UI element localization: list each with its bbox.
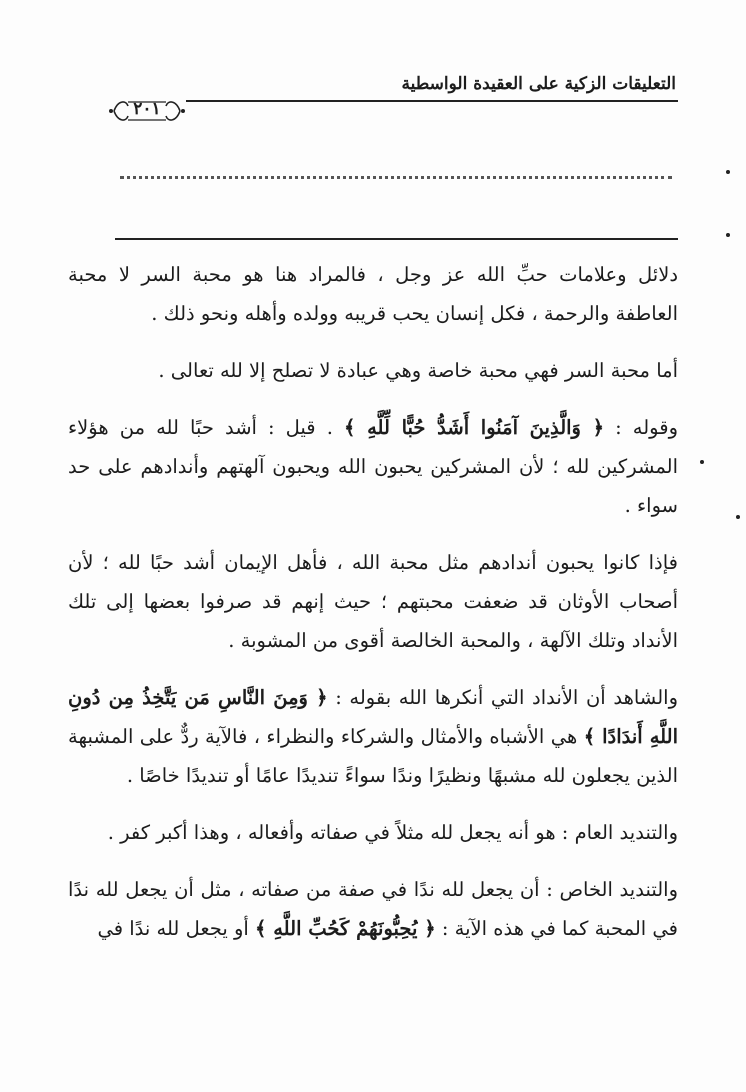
margin-mark xyxy=(700,460,704,464)
paragraph xyxy=(68,351,678,390)
body-text xyxy=(68,255,678,966)
quran-verse: ﴿ يُحِبُّونَهُمْ كَحُبِّ اللَّهِ ﴾ xyxy=(255,917,436,940)
paragraph-text: والتنديد الخاص : أن يجعل لله ندًا في صفة من صفاته ، مثل أن يجعل لله ندًا في المحبة كما في هذه الآية : xyxy=(68,878,678,940)
paragraph xyxy=(68,678,678,795)
dotted-separator xyxy=(120,176,672,179)
page-number-ornament xyxy=(108,96,186,126)
margin-mark xyxy=(736,515,740,519)
header-rule xyxy=(112,100,678,102)
paragraph-text: أما محبة السر فهي محبة خاصة وهي عبادة لا تصلح إلا لله تعالى . xyxy=(158,359,678,382)
paragraph-text: أو يجعل لله ندًا في xyxy=(97,917,255,940)
quran-verse: ﴿ وَالَّذِينَ آمَنُوا أَشَدُّ حُبًّا لِّلَّهِ ﴾ xyxy=(343,416,605,439)
margin-mark xyxy=(726,170,730,174)
paragraph-text: دلائل وعلامات حبِّ الله عز وجل ، فالمراد هنا هو محبة السر لا محبة العاطفة والرحمة ، فكل إنسان يحب قريبه وولده وأهله ونحو ذلك . xyxy=(68,263,678,325)
paragraph-text: . قيل : أشد حبًا لله من هؤلاء المشركين لله ؛ لأن المشركين يحبون الله ويحبون آلهتهم وأندادهم على حد سواء . xyxy=(68,416,678,517)
section-rule xyxy=(115,238,678,240)
running-header-title: التعليقات الزكية على العقيدة الواسطية xyxy=(401,74,676,94)
paragraph xyxy=(68,543,678,660)
paragraph-text: والشاهد أن الأنداد التي أنكرها الله بقوله : xyxy=(327,686,678,709)
paragraph xyxy=(68,870,678,948)
paragraph-text: هي الأشباه والأمثال والشركاء والنظراء ، فالآية ردٌّ على المشبهة الذين يجعلون لله مشبهًا ونظيرًا وندًا سواءً تنديدًا عامًا أو تنديدًا خاصًا . xyxy=(68,725,678,787)
paragraph-text: والتنديد العام : هو أنه يجعل لله مثلاً في صفاته وأفعاله ، وهذا أكبر كفر . xyxy=(107,821,678,844)
paragraph xyxy=(68,408,678,525)
margin-mark xyxy=(726,233,730,237)
quran-verse: ﴿ وَمِنَ النَّاسِ مَن يَتَّخِذُ مِن دُونِ اللَّهِ أَندَادًا ﴾ xyxy=(68,686,678,748)
paragraph xyxy=(68,813,678,852)
page-number: ٢٠١ xyxy=(133,99,161,119)
paragraph xyxy=(68,255,678,333)
paragraph-text: وقوله : xyxy=(604,416,678,439)
paragraph-text: فإذا كانوا يحبون أندادهم مثل محبة الله ، فأهل الإيمان أشد حبًا لله ؛ لأن أصحاب الأوثان قد ضعفت محبتهم ؛ حيث إنهم قد صرفوا بعضها إلى تلك الأنداد وتلك الآلهة ، والمحبة الخالصة أقوى من المشوبة . xyxy=(68,551,678,652)
